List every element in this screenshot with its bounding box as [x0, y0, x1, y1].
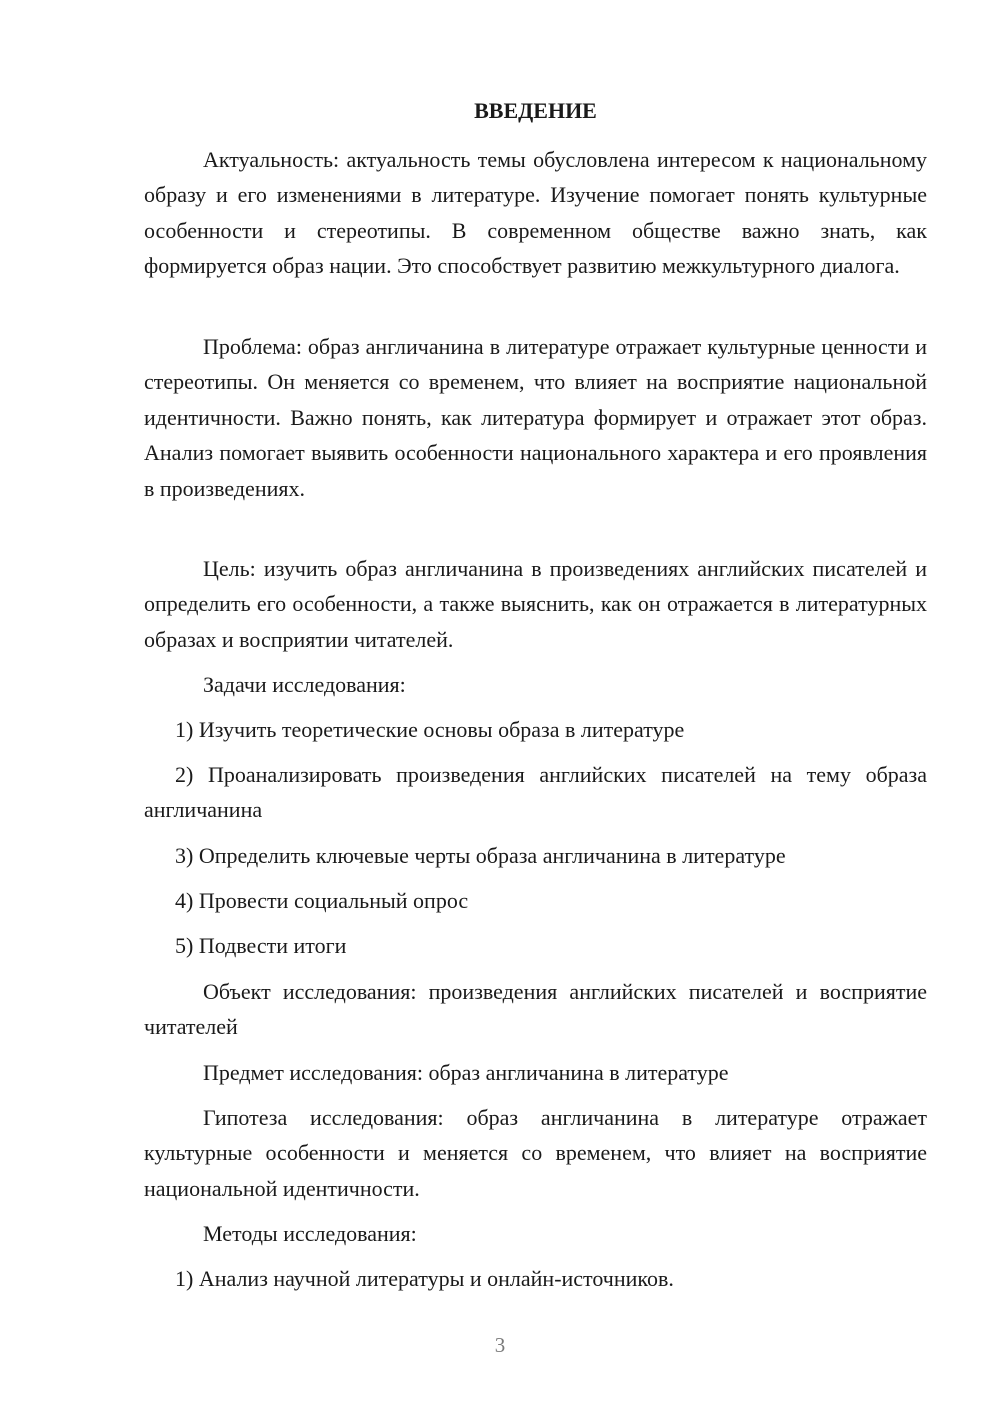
- page-number: 3: [494, 1333, 506, 1357]
- task-item-2: 2) Проанализировать произведения английских писателей на тему образа англичанина: [144, 762, 927, 823]
- paragraph-hypothesis: Гипотеза исследования: образ англичанина в литературе отражает культурные особенности и меняется со временем, что влияет на восприятие национальной идентичности.: [144, 1105, 927, 1201]
- task-item-4: 4) Провести социальный опрос: [175, 888, 469, 913]
- task-item-3: 3) Определить ключевые черты образа англичанина в литературе: [175, 843, 786, 868]
- paragraph-relevance: Актуальность: актуальность темы обусловлена интересом к национальному образу и его изменениями в литературе. Изучение помогает понять культурные особенности и стереотипы. В современном обществе важно знать, как формируется образ нации. Это способствует развитию межкультурного диалога.: [144, 147, 927, 279]
- paragraph-subject: Предмет исследования: образ англичанина в литературе: [203, 1060, 729, 1085]
- section-heading: ВВЕДЕНИЕ: [474, 98, 597, 123]
- task-item-1: 1) Изучить теоретические основы образа в литературе: [175, 717, 685, 742]
- paragraph-problem: Проблема: образ англичанина в литературе отражает культурные ценности и стереотипы. Он меняется со временем, что влияет на восприятие национальной идентичности. Важно понять, как литература формирует и отражает этот образ. Анализ помогает выявить особенности национального характера и его проявления в произведениях.: [144, 334, 927, 501]
- task-item-5: 5) Подвести итоги: [175, 933, 347, 958]
- paragraph-object: Объект исследования: произведения английских писателей и восприятие читателей: [144, 979, 927, 1040]
- method-item-1: 1) Анализ научной литературы и онлайн-источников.: [175, 1266, 674, 1291]
- paragraph-goal: Цель: изучить образ англичанина в произведениях английских писателей и определить его особенности, а также выяснить, как он отражается в литературных образах и восприятии читателей.: [144, 556, 927, 652]
- tasks-title: Задачи исследования:: [203, 672, 406, 697]
- methods-title: Методы исследования:: [203, 1221, 417, 1246]
